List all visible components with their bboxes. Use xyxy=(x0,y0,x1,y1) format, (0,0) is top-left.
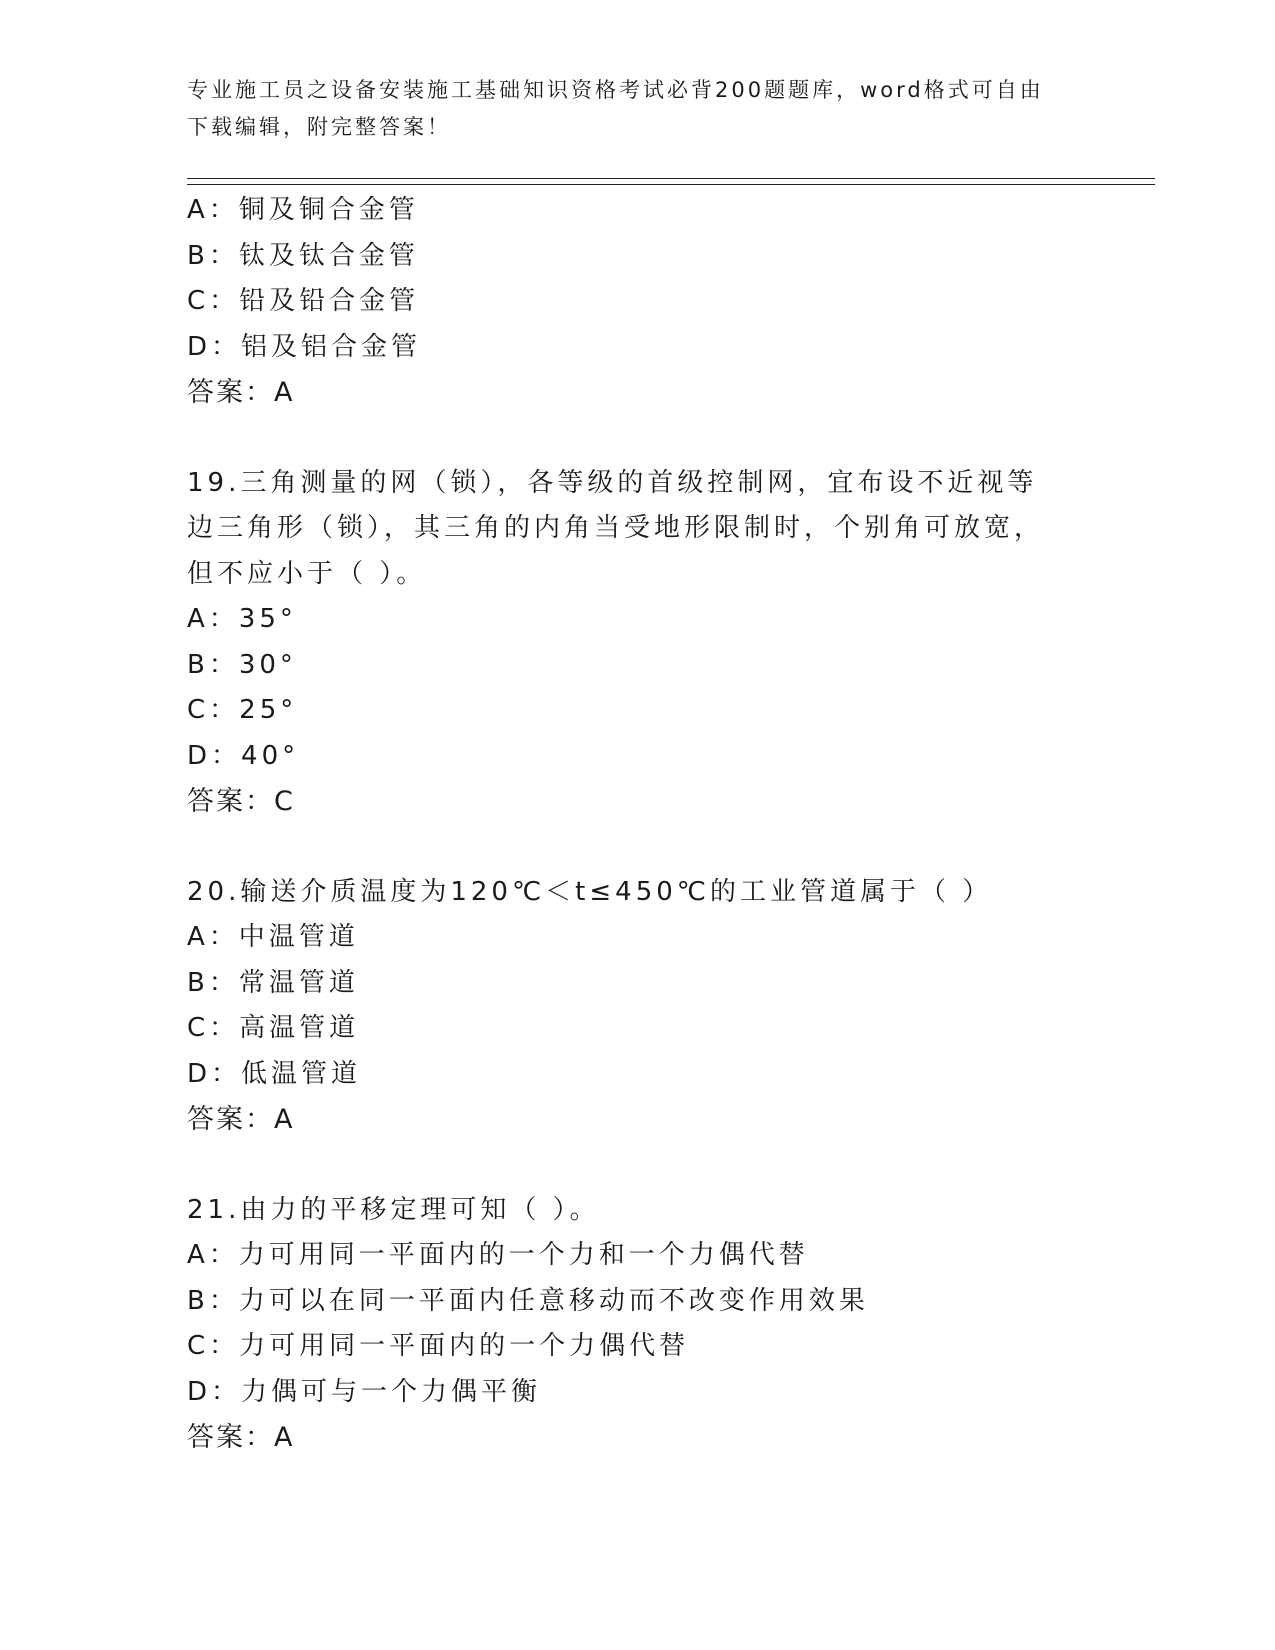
option-b: B：30° xyxy=(187,649,297,680)
option-c: C：力可用同一平面内的一个力偶代替 xyxy=(187,1331,690,1361)
question-block-18 xyxy=(187,188,1087,416)
option-d: D：低温管道 xyxy=(187,1058,362,1089)
question-stem: 19.三角测量的网（锁），各等级的首级控制网，宜布设不近视等边三角形（锁），其三角的内角当受地形限制时，个别角可放宽，但不应小于（ ）。 xyxy=(187,467,1045,589)
question-stem: 20.输送介质温度为120℃＜t≤450℃的工业管道属于（ ） xyxy=(187,876,993,907)
option-b: B：常温管道 xyxy=(187,967,359,998)
answer-line: 答案：A xyxy=(187,1104,295,1135)
header-divider-thick xyxy=(187,178,1155,179)
option-c: C：高温管道 xyxy=(187,1013,360,1043)
answer-line: 答案：A xyxy=(187,377,295,408)
question-stem: 21.由力的平移定理可知（ ）。 xyxy=(187,1194,600,1225)
question-block-20 xyxy=(187,870,1087,1143)
option-a: A：中温管道 xyxy=(187,922,359,952)
answer-line: 答案：A xyxy=(187,1422,295,1453)
option-d: D：40° xyxy=(187,740,300,771)
option-c: C：25° xyxy=(187,695,298,725)
option-a: A：力可用同一平面内的一个力和一个力偶代替 xyxy=(187,1240,809,1270)
document-header: 专业施工员之设备安装施工基础知识资格考试必背200题题库，word格式可自由下载编辑，附完整答案！ xyxy=(187,78,1044,139)
question-block-21 xyxy=(187,1188,1087,1461)
option-d: D：力偶可与一个力偶平衡 xyxy=(187,1376,542,1407)
option-b: B：力可以在同一平面内任意移动而不改变作用效果 xyxy=(187,1285,869,1316)
question-list xyxy=(187,188,1087,1461)
option-d: D：铝及铝合金管 xyxy=(187,331,422,362)
option-a: A：35° xyxy=(187,604,297,634)
header-divider-thin xyxy=(187,184,1155,185)
answer-line: 答案：C xyxy=(187,786,295,817)
option-c: C：铅及铅合金管 xyxy=(187,286,420,316)
question-block-19 xyxy=(187,461,1087,825)
option-b: B：钛及钛合金管 xyxy=(187,240,419,271)
option-a: A：铜及铜合金管 xyxy=(187,195,419,225)
